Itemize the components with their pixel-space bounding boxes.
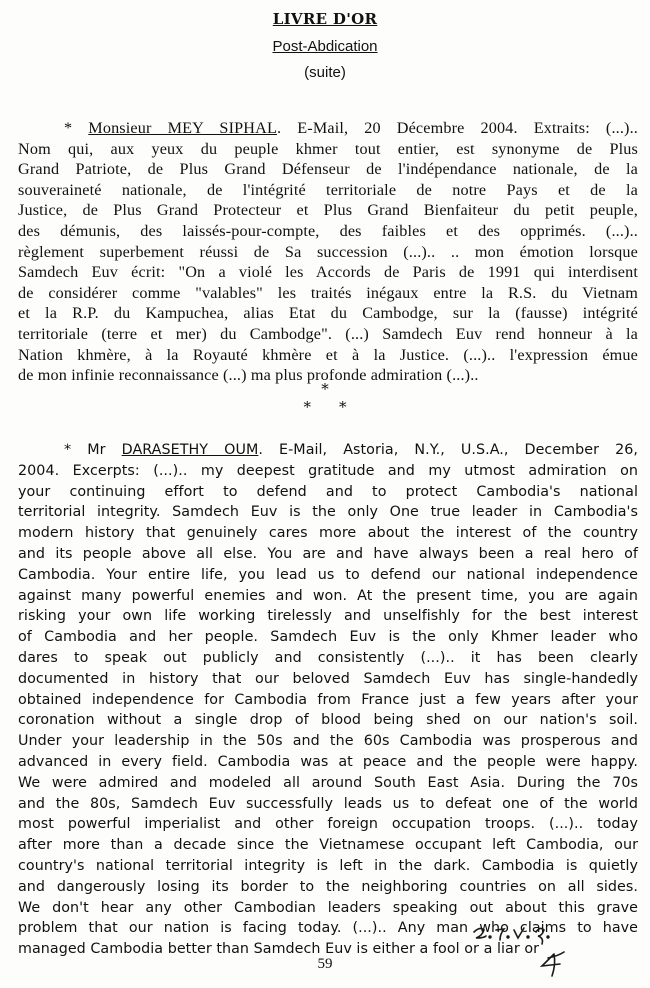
text-line: and its people above all else. You are and have always been a real hero of bbox=[18, 545, 638, 562]
text-line: and the 80s, Samdech Euv successfully leads us to defeat one of the world bbox=[18, 795, 638, 812]
page-title: LIVRE D'OR bbox=[272, 10, 378, 28]
asterisk: * bbox=[321, 380, 329, 398]
text-line: règlement superbement réussi de Sa succession (...).. .. mon émotion lorsque bbox=[18, 242, 638, 261]
continuation-note: (suite) bbox=[304, 64, 346, 81]
entry-lead: * bbox=[64, 119, 89, 137]
text-line: your continuing effort to defend and to protect Cambodia's national bbox=[18, 483, 638, 500]
author-name: Monsieur MEY SIPHAL bbox=[88, 119, 277, 137]
text-line: Samdech Euv écrit: "On a violé les Accords de Paris de 1991 qui interdisent bbox=[18, 263, 638, 282]
entry-text: . E-Mail, 20 Décembre 2004. Extraits: (...).. bbox=[277, 119, 638, 137]
page-number: 59 bbox=[317, 956, 333, 972]
text-line: documented in history that our beloved Samdech Euv has single-handedly bbox=[18, 670, 638, 687]
text-line bbox=[18, 118, 638, 139]
handwritten-initials-signature bbox=[470, 918, 590, 978]
text-line: problem that our nation is facing today. (...).. Any man who claims to have bbox=[18, 920, 638, 937]
text-line: 2004. Excerpts: (...).. my deepest gratitude and my utmost admiration on bbox=[18, 462, 638, 479]
text-line: souveraineté nationale, de l'intégrité territoriale de notre Pays et de la bbox=[18, 180, 638, 199]
text-line: coronation without a single drop of blood being shed on our nation's soil. bbox=[18, 712, 638, 729]
asterisk: * bbox=[303, 398, 311, 416]
text-line: advanced in every field. Cambodia was at peace and the people were happy. bbox=[18, 753, 638, 770]
text-line: We don't hear any other Cambodian leaders speaking out about this grave bbox=[18, 899, 638, 916]
text-line: We were admired and modeled all around South East Asia. During the 70s bbox=[18, 774, 638, 791]
text-line: and dangerously losing its border to the neighboring countries on all sides. bbox=[18, 878, 638, 895]
page-subtitle: Post-Abdication bbox=[272, 38, 378, 55]
entry-lead: * Mr bbox=[64, 442, 122, 458]
text-line: Nom qui, aux yeux du peuple khmer tout entier, est synonyme de Plus bbox=[18, 139, 638, 158]
guestbook-entry-mey-siphal bbox=[18, 118, 638, 386]
text-line: most powerful imperialist and other foreign occupation troops. (...).. today bbox=[18, 816, 638, 833]
text-line: dares to speak out publicly and consistently (...).. it has been clearly bbox=[18, 649, 638, 666]
text-line: of Cambodia and her people. Samdech Euv is the only Khmer leader who bbox=[18, 629, 638, 646]
text-line: Grand Patriote, de Plus Grand Défenseur de l'indépendance nationale, de la bbox=[18, 160, 638, 179]
section-separator-bottom bbox=[0, 399, 650, 415]
entry-text: . E-Mail, Astoria, N.Y., U.S.A., December 26, bbox=[258, 442, 639, 458]
text-line: de mon infinie reconnaissance (...) ma plus profonde admiration (...).. bbox=[18, 366, 479, 385]
text-line: et la R.P. du Kampuchea, alias Etat du Cambodge, sur la (fausse) intégrité bbox=[18, 304, 638, 323]
text-line: Cambodia. Your entire life, you lead us to defend our national independence bbox=[18, 566, 638, 583]
text-line: de considérer comme "valables" les traités inégaux entre la R.S. du Vietnam bbox=[18, 283, 638, 302]
text-line: after more than a decade since the Vietnamese occupant left Cambodia, our bbox=[18, 837, 638, 854]
text-line: Under your leadership in the 50s and the 60s Cambodia was prosperous and bbox=[18, 733, 638, 750]
text-line: territoriale (terre et mer) du Cambodge". (...) Samdech Euv rend honneur à la bbox=[18, 324, 638, 343]
text-line: managed Cambodia better than Samdech Euv is either a fool or a liar or bbox=[18, 941, 540, 958]
text-line: territorial integrity. Samdech Euv is the only One true leader in Cambodia's bbox=[18, 504, 638, 521]
guestbook-entry-darasethy-oum bbox=[18, 440, 638, 960]
text-line: Nation khmère, à la Royauté khmère et à la Justice. (...).. l'expression émue bbox=[18, 345, 638, 364]
text-line: risking your own life working tirelessly and unselfishly for the best interest bbox=[18, 608, 638, 625]
author-name: DARASETHY OUM bbox=[121, 442, 259, 458]
text-line: obtained independence for Cambodia from France just a few years after your bbox=[18, 691, 638, 708]
section-separator-top bbox=[0, 381, 650, 397]
text-line: des démunis, des laissés-pour-compte, des faibles et des opprimés. (...).. bbox=[18, 221, 638, 240]
text-line bbox=[18, 440, 638, 461]
text-line: modern history that genuinely cares more about the interest of the country bbox=[18, 525, 638, 542]
text-line: Justice, de Plus Grand Protecteur et Plus Grand Bienfaiteur du petit peuple, bbox=[18, 201, 638, 220]
asterisk: * bbox=[339, 398, 347, 416]
text-line: country's national territorial integrity is left in the dark. Cambodia is quietly bbox=[18, 857, 638, 874]
text-line: against many powerful enemies and won. At the present time, you are again bbox=[18, 587, 638, 604]
